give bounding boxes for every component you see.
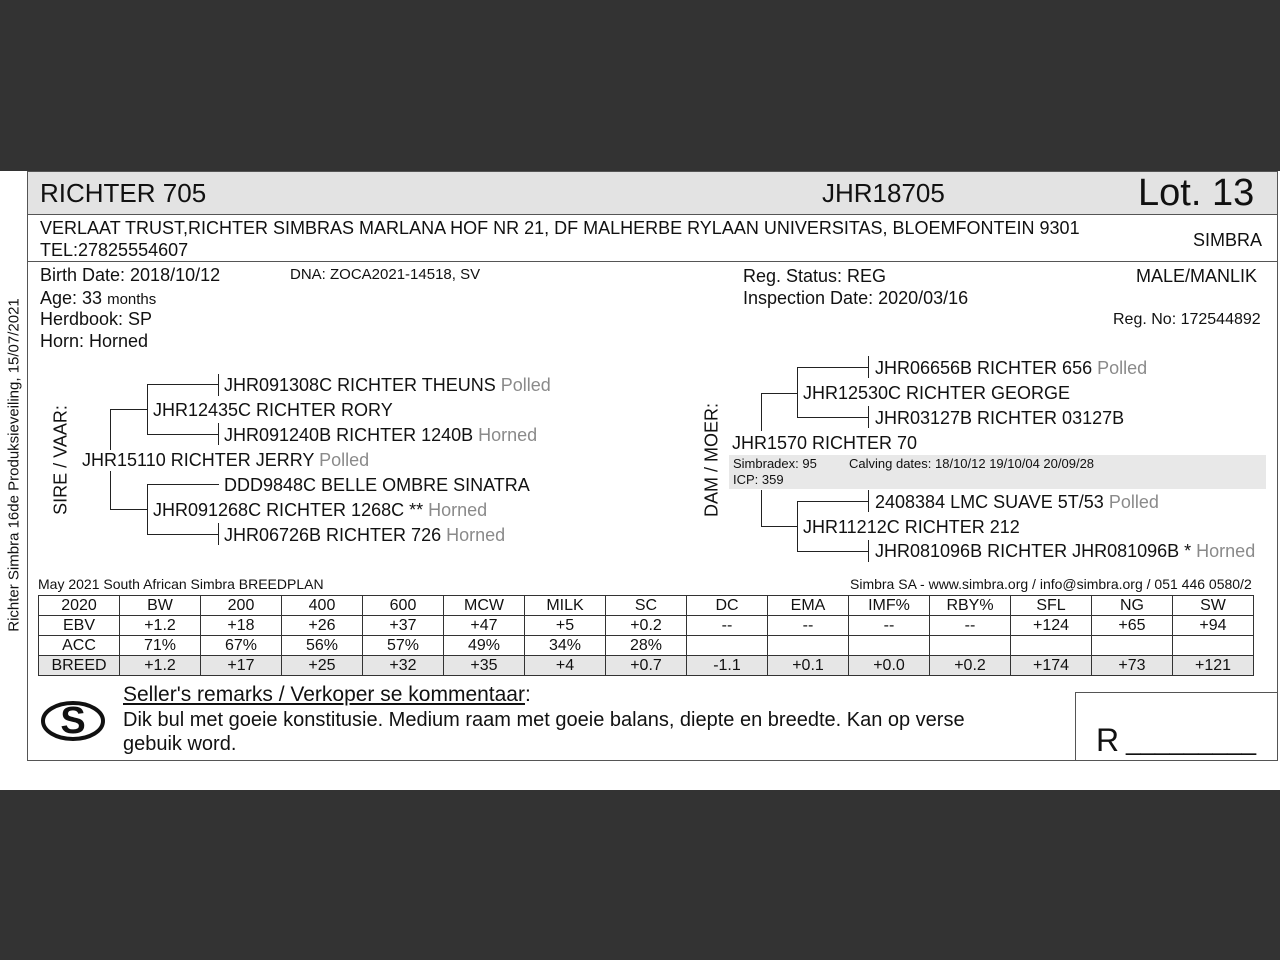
sire-sire: JHR12435C RICHTER RORY	[153, 400, 393, 420]
remarks-title: Seller's remarks / Verkoper se kommentaar	[123, 683, 525, 706]
table-cell: 600	[363, 596, 444, 616]
table-cell: 57%	[363, 636, 444, 656]
horn-note: Polled	[319, 450, 370, 470]
table-cell: +0.2	[606, 616, 687, 636]
animal-name: RICHTER 705	[40, 178, 207, 208]
horn-status: Horn: Horned	[40, 331, 149, 351]
inspection-date: Inspection Date: 2020/03/16	[743, 288, 969, 308]
dam-dam-dam	[875, 541, 1255, 562]
dam-line	[761, 393, 798, 394]
dam-sire-sire	[875, 358, 1147, 379]
table-cell: --	[687, 616, 768, 636]
dam-name: JHR1570 RICHTER 70	[732, 433, 918, 453]
icp: ICP: 359	[733, 472, 784, 487]
simbra-logo	[40, 693, 106, 745]
table-cell: 56%	[282, 636, 363, 656]
pedigree-name: JHR15110 RICHTER JERRY	[82, 450, 315, 470]
table-cell: +4	[525, 656, 606, 676]
horn-note: Horned	[478, 425, 538, 445]
dam-line	[868, 540, 869, 562]
top-band	[0, 0, 1280, 171]
birth-date: Birth Date: 2018/10/12	[40, 265, 221, 285]
breedplan-caption: May 2021 South African Simbra BREEDPLAN	[38, 576, 324, 592]
table-row	[39, 616, 1254, 636]
table-cell: +65	[1092, 616, 1173, 636]
sire-dam-dam	[224, 525, 505, 546]
sire-line	[147, 534, 219, 535]
table-cell: RBY%	[930, 596, 1011, 616]
dam-line	[761, 526, 798, 527]
table-row-header: ACC	[39, 636, 120, 656]
logo-letter: S	[60, 700, 86, 742]
sire-dam	[153, 500, 487, 521]
remarks-line-1: Dik bul met goeie konstitusie. Medium raam met goeie balans, diepte en breedte. Kan op verse	[123, 709, 965, 731]
sire-label: SIRE / VAAR:	[50, 405, 71, 515]
animal-code: JHR18705	[822, 178, 945, 208]
table-cell	[768, 636, 849, 656]
age-unit: months	[107, 291, 157, 308]
sire-line	[147, 484, 148, 534]
pedigree-name: JHR091308C RICHTER THEUNS	[224, 375, 496, 395]
table-cell: +25	[282, 656, 363, 676]
table-cell	[930, 636, 1011, 656]
table-cell: -1.1	[687, 656, 768, 676]
table-cell: 34%	[525, 636, 606, 656]
dam-line	[797, 501, 798, 551]
table-cell: BW	[120, 596, 201, 616]
horn-note: Polled	[1108, 492, 1159, 512]
pedigree-name: JHR091268C RICHTER 1268C **	[153, 500, 424, 520]
dam-line	[761, 393, 762, 431]
sire-dam-sire: DDD9848C BELLE OMBRE SINATRA	[224, 475, 530, 495]
table-cell: 400	[282, 596, 363, 616]
table-cell: +47	[444, 616, 525, 636]
table-cell: MILK	[525, 596, 606, 616]
dam-sire-dam: JHR03127B RICHTER 03127B	[875, 408, 1125, 428]
contact-caption: Simbra SA - www.simbra.org / info@simbra.org / 051 446 0580/2	[850, 576, 1252, 592]
table-cell: +35	[444, 656, 525, 676]
herdbook: Herdbook: SP	[40, 309, 153, 329]
table-cell: SC	[606, 596, 687, 616]
dam-line	[797, 367, 798, 418]
remarks-line-2: gebuik word.	[123, 733, 237, 755]
table-cell: SW	[1173, 596, 1254, 616]
table-row	[39, 636, 1254, 656]
table-cell: +0.2	[930, 656, 1011, 676]
owner-address: VERLAAT TRUST,RICHTER SIMBRAS MARLANA HOF NR 21, DF MALHERBE RYLAAN UNIVERSITAS, BLOEMFONTEIN 9301	[40, 218, 1080, 238]
table-cell: +1.2	[120, 656, 201, 676]
table-cell: +94	[1173, 616, 1254, 636]
age-value: Age: 33	[40, 288, 103, 308]
horn-note: Horned	[446, 525, 506, 545]
table-cell: MCW	[444, 596, 525, 616]
table-cell: +121	[1173, 656, 1254, 676]
sire-sire-dam	[224, 425, 537, 446]
reg-status: Reg. Status: REG	[743, 266, 887, 286]
horn-note: Horned	[1196, 541, 1256, 561]
pedigree-name: 2408384 LMC SUAVE 5T/53	[875, 492, 1104, 512]
table-cell: +37	[363, 616, 444, 636]
pedigree-name: JHR091240B RICHTER 1240B	[224, 425, 474, 445]
sire-line	[218, 423, 219, 445]
table-header-row	[39, 596, 1254, 616]
sex: MALE/MANLIK	[1136, 266, 1258, 286]
table-cell: +1.2	[120, 616, 201, 636]
breed-label: SIMBRA	[1193, 230, 1263, 250]
table-cell: +17	[201, 656, 282, 676]
table-cell: 67%	[201, 636, 282, 656]
table-cell: 200	[201, 596, 282, 616]
dam-line	[868, 356, 869, 378]
lot-number: Lot. 13	[1138, 172, 1255, 214]
simbradex: Simbradex: 95	[733, 456, 817, 471]
table-cell: +5	[525, 616, 606, 636]
owner-phone: TEL:27825554607	[40, 240, 189, 260]
dam-line	[797, 367, 869, 368]
sire-line	[218, 523, 219, 545]
table-cell: NG	[1092, 596, 1173, 616]
dam-label: DAM / MOER:	[701, 402, 722, 518]
dam-sire: JHR12530C RICHTER GEORGE	[803, 383, 1071, 403]
sire-sire-sire	[224, 375, 551, 396]
table-cell: +18	[201, 616, 282, 636]
sire-line	[147, 384, 219, 385]
table-cell: +73	[1092, 656, 1173, 676]
table-cell: --	[849, 616, 930, 636]
dam-line	[761, 490, 762, 526]
dam-dam: JHR11212C RICHTER 212	[803, 517, 1020, 537]
price-blank[interactable]: _________	[1126, 726, 1257, 756]
table-cell: +174	[1011, 656, 1092, 676]
pedigree-name: JHR06726B RICHTER 726	[224, 525, 442, 545]
sire-name	[82, 450, 369, 471]
dam-line	[797, 417, 869, 418]
calving-dates: Calving dates: 18/10/12 19/10/04 20/09/28	[849, 456, 1095, 471]
dam-line	[868, 406, 869, 428]
table-cell	[1092, 636, 1173, 656]
dam-line	[797, 501, 869, 502]
pedigree-name: JHR081096B RICHTER JHR081096B *	[875, 541, 1192, 561]
table-cell: 28%	[606, 636, 687, 656]
remarks-colon: :	[524, 683, 531, 706]
table-cell: SFL	[1011, 596, 1092, 616]
table-cell	[687, 636, 768, 656]
reg-number: Reg. No: 172544892	[1113, 311, 1261, 328]
table-row-header: 2020	[39, 596, 120, 616]
table-cell: +32	[363, 656, 444, 676]
table-cell: +0.1	[768, 656, 849, 676]
dam-line	[868, 490, 869, 512]
table-cell	[849, 636, 930, 656]
table-cell	[1173, 636, 1254, 656]
sire-line	[147, 484, 219, 485]
dna-info: DNA: ZOCA2021-14518, SV	[290, 266, 481, 283]
sire-line	[218, 374, 219, 396]
side-caption: Richter Simbra 16de Produksieveiling, 15/07/2021	[5, 298, 23, 632]
sire-line	[147, 434, 219, 435]
sire-line	[147, 384, 148, 434]
table-cell	[1011, 636, 1092, 656]
table-cell: --	[930, 616, 1011, 636]
dam-line	[797, 551, 869, 552]
bottom-band	[0, 790, 1280, 960]
sire-line	[110, 509, 148, 510]
table-cell: 71%	[120, 636, 201, 656]
table-cell: EMA	[768, 596, 849, 616]
horn-note: Polled	[500, 375, 551, 395]
title-bar	[27, 171, 1278, 215]
table-row-header: EBV	[39, 616, 120, 636]
table-cell: +124	[1011, 616, 1092, 636]
remarks-heading	[123, 683, 531, 707]
breedplan-table	[38, 595, 1254, 676]
table-row-header: BREED	[39, 656, 120, 676]
table-cell: IMF%	[849, 596, 930, 616]
age	[40, 288, 156, 309]
table-row	[39, 656, 1254, 676]
table-cell: 49%	[444, 636, 525, 656]
table-cell: --	[768, 616, 849, 636]
dam-dam-sire	[875, 492, 1159, 513]
table-cell: +26	[282, 616, 363, 636]
table-cell: +0.0	[849, 656, 930, 676]
pedigree-name: JHR06656B RICHTER 656	[875, 358, 1093, 378]
sire-line	[110, 409, 148, 410]
table-cell: +0.7	[606, 656, 687, 676]
table-cell: DC	[687, 596, 768, 616]
price-currency: R	[1096, 722, 1120, 758]
horn-note: Polled	[1097, 358, 1148, 378]
horn-note: Horned	[428, 500, 488, 520]
